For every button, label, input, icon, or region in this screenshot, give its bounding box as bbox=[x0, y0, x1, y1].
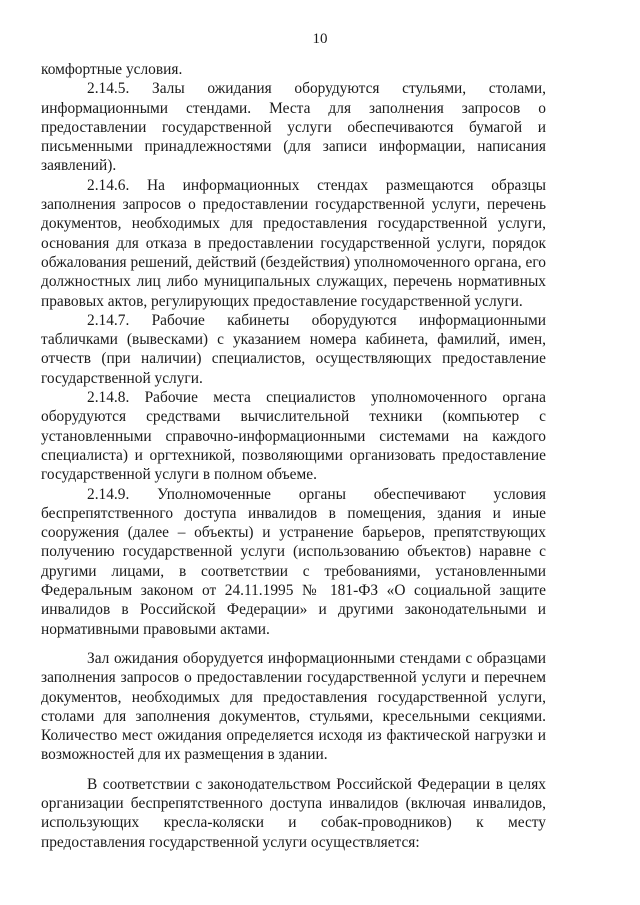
paragraph-continuation: комфортные условия. bbox=[41, 61, 183, 78]
paragraph-accessibility: В соответствии с законодательством Российской Федерации в целях организации беспрепятственного доступа инвалидов (включая инвалидов, использующих кресла-коляски и собак-проводников) к месту предоставления государственной услуги осуществляется: bbox=[41, 775, 546, 851]
paragraph-2-14-7: 2.14.7. Рабочие кабинеты оборудуются информационными табличками (вывесками) с указанием номера кабинета, фамилий, имен, отчеств (при наличии) специалистов, осуществляющих предоставление государственной услуги. bbox=[41, 311, 546, 387]
document-body bbox=[41, 60, 546, 852]
paragraph-2-14-5: 2.14.5. Залы ожидания оборудуются стульями, столами, информационными стендами. Места для заполнения запросов о предоставлении государственной услуги обеспечиваются бумагой и письменными принадлежностями (для записи информации, написания заявлений). bbox=[41, 80, 546, 175]
paragraph-2-14-6: 2.14.6. На информационных стендах размещаются образцы заполнения запросов о предоставлении государственной услуги, перечень документов, необходимых для предоставления государственной услуги, основания для отказа в предоставлении государственной услуги, порядок обжалования решений, действий (бездействия) уполномоченного органа, его должностных лиц либо муниципальных служащих, перечень нормативных правовых актов, регулирующих предоставление государственной услуги. bbox=[41, 176, 546, 310]
paragraph-2-14-9: 2.14.9. Уполномоченные органы обеспечивают условия беспрепятственного доступа инвалидов в помещения, здания и иные сооружения (далее – объекты) и устранение барьеров, препятствующих получению государственной услуги (использованию объектов) наравне с другими лицами, в соответствии с требованиями, установленными Федеральным законом от 24.11.1995 № 181-ФЗ «О социальной защите инвалидов в Российской Федерации» и другими законодательными и нормативными правовыми актами. bbox=[41, 485, 546, 638]
paragraph-waiting-hall: Зал ожидания оборудуется информационными стендами с образцами заполнения запросов о предоставлении государственной услуги и перечнем документов, необходимых для предоставления государственной услуги, столами для заполнения документов, стульями, кресельными секциями. Количество мест ожидания определяется исходя из фактической нагрузки и возможностей для их размещения в здании. bbox=[41, 649, 546, 764]
paragraph-2-14-8: 2.14.8. Рабочие места специалистов уполномоченного органа оборудуются средствами вычислительной техники (компьютер с установленными справочно-информационными системами на каждого специалиста) и оргтехникой, позволяющими организовать предоставление государственной услуги в полном объеме. bbox=[41, 389, 546, 484]
page-number: 10 bbox=[312, 31, 328, 47]
